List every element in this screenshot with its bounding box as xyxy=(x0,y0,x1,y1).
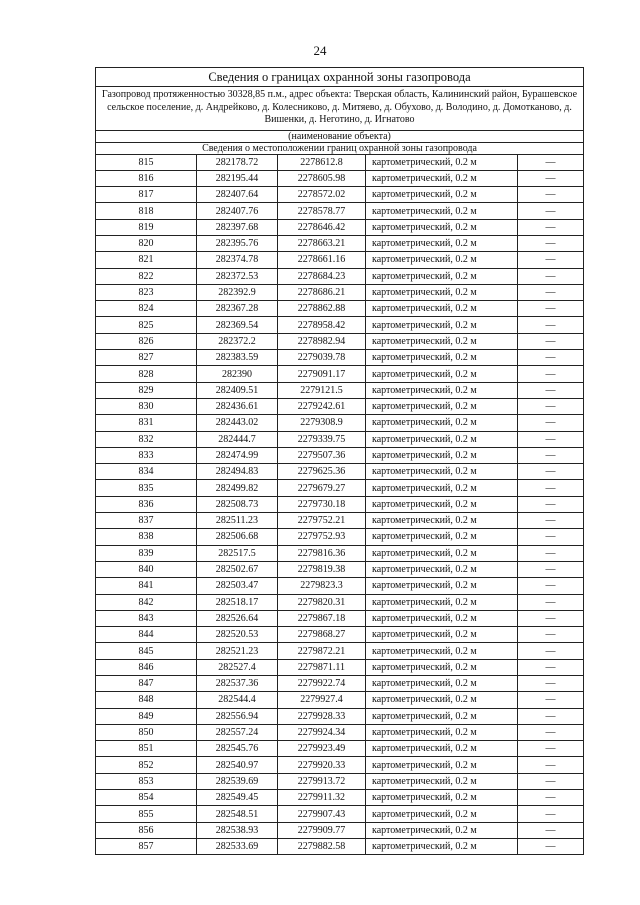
x-coordinate-cell: 282390 xyxy=(197,366,278,382)
table-row xyxy=(96,170,583,186)
table-row xyxy=(96,545,583,561)
y-coordinate-cell: 2279924.34 xyxy=(278,724,366,740)
table-row xyxy=(96,252,583,268)
table-row xyxy=(96,447,583,463)
x-coordinate-cell: 282374.78 xyxy=(197,252,278,268)
y-coordinate-cell: 2279819.38 xyxy=(278,561,366,577)
point-number-cell: 852 xyxy=(96,757,197,773)
description-cell: — xyxy=(518,529,584,545)
method-cell: картометрический, 0.2 м xyxy=(366,480,518,496)
table-row xyxy=(96,398,583,414)
y-coordinate-cell: 2278572.02 xyxy=(278,187,366,203)
method-cell: картометрический, 0.2 м xyxy=(366,643,518,659)
table-row xyxy=(96,382,583,398)
table-row xyxy=(96,431,583,447)
table-row xyxy=(96,643,583,659)
x-coordinate-cell: 282508.73 xyxy=(197,496,278,512)
point-number-cell: 856 xyxy=(96,822,197,838)
x-coordinate-cell: 282520.53 xyxy=(197,627,278,643)
table-row xyxy=(96,284,583,300)
method-cell: картометрический, 0.2 м xyxy=(366,155,518,171)
x-coordinate-cell: 282506.68 xyxy=(197,529,278,545)
description-cell: — xyxy=(518,170,584,186)
x-coordinate-cell: 282383.59 xyxy=(197,350,278,366)
y-coordinate-cell: 2278958.42 xyxy=(278,317,366,333)
x-coordinate-cell: 282436.61 xyxy=(197,398,278,414)
y-coordinate-cell: 2279911.32 xyxy=(278,790,366,806)
point-number-cell: 839 xyxy=(96,545,197,561)
method-cell: картометрический, 0.2 м xyxy=(366,284,518,300)
point-number-cell: 827 xyxy=(96,350,197,366)
method-cell: картометрический, 0.2 м xyxy=(366,676,518,692)
x-coordinate-cell: 282407.76 xyxy=(197,203,278,219)
point-number-cell: 850 xyxy=(96,724,197,740)
method-cell: картометрический, 0.2 м xyxy=(366,773,518,789)
method-cell: картометрический, 0.2 м xyxy=(366,170,518,186)
description-cell: — xyxy=(518,578,584,594)
table-row xyxy=(96,219,583,235)
table-row xyxy=(96,350,583,366)
y-coordinate-cell: 2279816.36 xyxy=(278,545,366,561)
method-cell: картометрический, 0.2 м xyxy=(366,464,518,480)
description-cell: — xyxy=(518,447,584,463)
description-cell: — xyxy=(518,317,584,333)
x-coordinate-cell: 282503.47 xyxy=(197,578,278,594)
coordinates-table xyxy=(96,155,583,855)
method-cell: картометрический, 0.2 м xyxy=(366,724,518,740)
method-cell: картометрический, 0.2 м xyxy=(366,398,518,414)
point-number-cell: 818 xyxy=(96,203,197,219)
x-coordinate-cell: 282392.9 xyxy=(197,284,278,300)
y-coordinate-cell: 2279927.4 xyxy=(278,692,366,708)
table-row xyxy=(96,529,583,545)
point-number-cell: 816 xyxy=(96,170,197,186)
page-number: 24 xyxy=(313,43,327,58)
method-cell: картометрический, 0.2 м xyxy=(366,203,518,219)
point-number-cell: 849 xyxy=(96,708,197,724)
method-cell: картометрический, 0.2 м xyxy=(366,561,518,577)
x-coordinate-cell: 282395.76 xyxy=(197,235,278,251)
point-number-cell: 836 xyxy=(96,496,197,512)
x-coordinate-cell: 282407.64 xyxy=(197,187,278,203)
object-description: Газопровод протяженностью 30328,85 п.м., адрес объекта: Тверская область, Калининский район, Бурашевское сельское поселение, д. Андрейково, д. Колесниково, д. Митяево, д. Обухово, д. Володино, д. Домотканово, д. Вишенки, д. Неготино, д. Игнатово xyxy=(96,87,583,131)
description-cell: — xyxy=(518,773,584,789)
description-cell: — xyxy=(518,757,584,773)
x-coordinate-cell: 282409.51 xyxy=(197,382,278,398)
x-coordinate-cell: 282518.17 xyxy=(197,594,278,610)
table-row xyxy=(96,480,583,496)
method-cell: картометрический, 0.2 м xyxy=(366,333,518,349)
description-cell: — xyxy=(518,350,584,366)
table-row xyxy=(96,757,583,773)
x-coordinate-cell: 282527.4 xyxy=(197,659,278,675)
point-number-cell: 855 xyxy=(96,806,197,822)
description-cell: — xyxy=(518,187,584,203)
method-cell: картометрический, 0.2 м xyxy=(366,741,518,757)
description-cell: — xyxy=(518,219,584,235)
y-coordinate-cell: 2279730.18 xyxy=(278,496,366,512)
y-coordinate-cell: 2279872.21 xyxy=(278,643,366,659)
table-row xyxy=(96,333,583,349)
description-cell: — xyxy=(518,431,584,447)
x-coordinate-cell: 282178.72 xyxy=(197,155,278,171)
y-coordinate-cell: 2279091.17 xyxy=(278,366,366,382)
x-coordinate-cell: 282494.83 xyxy=(197,464,278,480)
method-cell: картометрический, 0.2 м xyxy=(366,496,518,512)
y-coordinate-cell: 2279923.49 xyxy=(278,741,366,757)
point-number-cell: 820 xyxy=(96,235,197,251)
object-caption: (наименование объекта) xyxy=(96,131,583,143)
method-cell: картометрический, 0.2 м xyxy=(366,447,518,463)
y-coordinate-cell: 2279922.74 xyxy=(278,676,366,692)
point-number-cell: 822 xyxy=(96,268,197,284)
point-number-cell: 835 xyxy=(96,480,197,496)
method-cell: картометрический, 0.2 м xyxy=(366,545,518,561)
method-cell: картометрический, 0.2 м xyxy=(366,627,518,643)
point-number-cell: 828 xyxy=(96,366,197,382)
method-cell: картометрический, 0.2 м xyxy=(366,578,518,594)
method-cell: картометрический, 0.2 м xyxy=(366,659,518,675)
x-coordinate-cell: 282443.02 xyxy=(197,415,278,431)
method-cell: картометрический, 0.2 м xyxy=(366,692,518,708)
description-cell: — xyxy=(518,398,584,414)
point-number-cell: 840 xyxy=(96,561,197,577)
y-coordinate-cell: 2279625.36 xyxy=(278,464,366,480)
y-coordinate-cell: 2279909.77 xyxy=(278,822,366,838)
x-coordinate-cell: 282372.2 xyxy=(197,333,278,349)
point-number-cell: 833 xyxy=(96,447,197,463)
point-number-cell: 845 xyxy=(96,643,197,659)
table-row xyxy=(96,464,583,480)
y-coordinate-cell: 2279928.33 xyxy=(278,708,366,724)
point-number-cell: 830 xyxy=(96,398,197,414)
point-number-cell: 847 xyxy=(96,676,197,692)
y-coordinate-cell: 2279339.75 xyxy=(278,431,366,447)
method-cell: картометрический, 0.2 м xyxy=(366,317,518,333)
y-coordinate-cell: 2279308.9 xyxy=(278,415,366,431)
y-coordinate-cell: 2279679.27 xyxy=(278,480,366,496)
table-row xyxy=(96,659,583,675)
point-number-cell: 844 xyxy=(96,627,197,643)
method-cell: картометрический, 0.2 м xyxy=(366,382,518,398)
description-cell: — xyxy=(518,822,584,838)
table-row xyxy=(96,203,583,219)
point-number-cell: 834 xyxy=(96,464,197,480)
method-cell: картометрический, 0.2 м xyxy=(366,610,518,626)
table-row xyxy=(96,415,583,431)
y-coordinate-cell: 2279242.61 xyxy=(278,398,366,414)
x-coordinate-cell: 282548.51 xyxy=(197,806,278,822)
point-number-cell: 825 xyxy=(96,317,197,333)
method-cell: картометрический, 0.2 м xyxy=(366,822,518,838)
y-coordinate-cell: 2279868.27 xyxy=(278,627,366,643)
description-cell: — xyxy=(518,496,584,512)
point-number-cell: 823 xyxy=(96,284,197,300)
description-cell: — xyxy=(518,284,584,300)
table-row xyxy=(96,724,583,740)
description-cell: — xyxy=(518,252,584,268)
y-coordinate-cell: 2279752.93 xyxy=(278,529,366,545)
y-coordinate-cell: 2279907.43 xyxy=(278,806,366,822)
method-cell: картометрический, 0.2 м xyxy=(366,350,518,366)
point-number-cell: 815 xyxy=(96,155,197,171)
table-row xyxy=(96,594,583,610)
point-number-cell: 817 xyxy=(96,187,197,203)
y-coordinate-cell: 2279867.18 xyxy=(278,610,366,626)
table-row xyxy=(96,187,583,203)
table-row xyxy=(96,317,583,333)
y-coordinate-cell: 2279507.36 xyxy=(278,447,366,463)
y-coordinate-cell: 2279820.31 xyxy=(278,594,366,610)
point-number-cell: 841 xyxy=(96,578,197,594)
x-coordinate-cell: 282195.44 xyxy=(197,170,278,186)
table-row xyxy=(96,301,583,317)
y-coordinate-cell: 2278684.23 xyxy=(278,268,366,284)
description-cell: — xyxy=(518,561,584,577)
y-coordinate-cell: 2279913.72 xyxy=(278,773,366,789)
point-number-cell: 824 xyxy=(96,301,197,317)
description-cell: — xyxy=(518,415,584,431)
point-number-cell: 842 xyxy=(96,594,197,610)
x-coordinate-cell: 282526.64 xyxy=(197,610,278,626)
point-number-cell: 851 xyxy=(96,741,197,757)
table-row xyxy=(96,822,583,838)
y-coordinate-cell: 2279121.5 xyxy=(278,382,366,398)
description-cell: — xyxy=(518,741,584,757)
coordinates-table-body xyxy=(96,155,583,855)
y-coordinate-cell: 2279039.78 xyxy=(278,350,366,366)
table-row xyxy=(96,838,583,854)
description-cell: — xyxy=(518,790,584,806)
method-cell: картометрический, 0.2 м xyxy=(366,594,518,610)
y-coordinate-cell: 2278982.94 xyxy=(278,333,366,349)
x-coordinate-cell: 282556.94 xyxy=(197,708,278,724)
table-row xyxy=(96,708,583,724)
x-coordinate-cell: 282511.23 xyxy=(197,513,278,529)
description-cell: — xyxy=(518,692,584,708)
point-number-cell: 829 xyxy=(96,382,197,398)
description-cell: — xyxy=(518,235,584,251)
point-number-cell: 821 xyxy=(96,252,197,268)
x-coordinate-cell: 282367.28 xyxy=(197,301,278,317)
table-row xyxy=(96,692,583,708)
point-number-cell: 846 xyxy=(96,659,197,675)
table-row xyxy=(96,578,583,594)
method-cell: картометрический, 0.2 м xyxy=(366,187,518,203)
x-coordinate-cell: 282499.82 xyxy=(197,480,278,496)
description-cell: — xyxy=(518,676,584,692)
method-cell: картометрический, 0.2 м xyxy=(366,757,518,773)
description-cell: — xyxy=(518,480,584,496)
x-coordinate-cell: 282372.53 xyxy=(197,268,278,284)
x-coordinate-cell: 282544.4 xyxy=(197,692,278,708)
point-number-cell: 854 xyxy=(96,790,197,806)
y-coordinate-cell: 2279871.11 xyxy=(278,659,366,675)
y-coordinate-cell: 2278661.16 xyxy=(278,252,366,268)
method-cell: картометрический, 0.2 м xyxy=(366,806,518,822)
description-cell: — xyxy=(518,806,584,822)
y-coordinate-cell: 2278646.42 xyxy=(278,219,366,235)
x-coordinate-cell: 282397.68 xyxy=(197,219,278,235)
x-coordinate-cell: 282533.69 xyxy=(197,838,278,854)
table-row xyxy=(96,561,583,577)
description-cell: — xyxy=(518,382,584,398)
point-number-cell: 819 xyxy=(96,219,197,235)
x-coordinate-cell: 282557.24 xyxy=(197,724,278,740)
boundary-sheet xyxy=(95,67,584,855)
x-coordinate-cell: 282502.67 xyxy=(197,561,278,577)
method-cell: картометрический, 0.2 м xyxy=(366,431,518,447)
table-row xyxy=(96,366,583,382)
x-coordinate-cell: 282540.97 xyxy=(197,757,278,773)
table-row xyxy=(96,676,583,692)
method-cell: картометрический, 0.2 м xyxy=(366,366,518,382)
method-cell: картометрический, 0.2 м xyxy=(366,301,518,317)
point-number-cell: 832 xyxy=(96,431,197,447)
description-cell: — xyxy=(518,545,584,561)
method-cell: картометрический, 0.2 м xyxy=(366,252,518,268)
table-row xyxy=(96,155,583,171)
point-number-cell: 837 xyxy=(96,513,197,529)
description-cell: — xyxy=(518,366,584,382)
table-row xyxy=(96,496,583,512)
y-coordinate-cell: 2278612.8 xyxy=(278,155,366,171)
table-row xyxy=(96,268,583,284)
description-cell: — xyxy=(518,627,584,643)
point-number-cell: 848 xyxy=(96,692,197,708)
point-number-cell: 831 xyxy=(96,415,197,431)
x-coordinate-cell: 282474.99 xyxy=(197,447,278,463)
x-coordinate-cell: 282369.54 xyxy=(197,317,278,333)
description-cell: — xyxy=(518,643,584,659)
x-coordinate-cell: 282517.5 xyxy=(197,545,278,561)
location-caption: Сведения о местоположении границ охранной зоны газопровода xyxy=(96,143,583,155)
point-number-cell: 857 xyxy=(96,838,197,854)
x-coordinate-cell: 282545.76 xyxy=(197,741,278,757)
method-cell: картометрический, 0.2 м xyxy=(366,235,518,251)
table-row xyxy=(96,627,583,643)
x-coordinate-cell: 282537.36 xyxy=(197,676,278,692)
document-title: Сведения о границах охранной зоны газопровода xyxy=(96,68,583,87)
y-coordinate-cell: 2278578.77 xyxy=(278,203,366,219)
y-coordinate-cell: 2278663.21 xyxy=(278,235,366,251)
y-coordinate-cell: 2279823.3 xyxy=(278,578,366,594)
x-coordinate-cell: 282539.69 xyxy=(197,773,278,789)
y-coordinate-cell: 2278605.98 xyxy=(278,170,366,186)
description-cell: — xyxy=(518,268,584,284)
method-cell: картометрический, 0.2 м xyxy=(366,529,518,545)
table-row xyxy=(96,513,583,529)
point-number-cell: 838 xyxy=(96,529,197,545)
description-cell: — xyxy=(518,464,584,480)
x-coordinate-cell: 282444.7 xyxy=(197,431,278,447)
x-coordinate-cell: 282549.45 xyxy=(197,790,278,806)
table-row xyxy=(96,806,583,822)
method-cell: картометрический, 0.2 м xyxy=(366,708,518,724)
y-coordinate-cell: 2278686.21 xyxy=(278,284,366,300)
description-cell: — xyxy=(518,594,584,610)
point-number-cell: 853 xyxy=(96,773,197,789)
point-number-cell: 826 xyxy=(96,333,197,349)
description-cell: — xyxy=(518,333,584,349)
description-cell: — xyxy=(518,301,584,317)
method-cell: картометрический, 0.2 м xyxy=(366,268,518,284)
table-row xyxy=(96,773,583,789)
description-cell: — xyxy=(518,610,584,626)
x-coordinate-cell: 282538.93 xyxy=(197,822,278,838)
table-row xyxy=(96,790,583,806)
x-coordinate-cell: 282521.23 xyxy=(197,643,278,659)
description-cell: — xyxy=(518,724,584,740)
method-cell: картометрический, 0.2 м xyxy=(366,790,518,806)
method-cell: картометрический, 0.2 м xyxy=(366,219,518,235)
description-cell: — xyxy=(518,708,584,724)
description-cell: — xyxy=(518,838,584,854)
method-cell: картометрический, 0.2 м xyxy=(366,415,518,431)
y-coordinate-cell: 2278862.88 xyxy=(278,301,366,317)
y-coordinate-cell: 2279920.33 xyxy=(278,757,366,773)
table-row xyxy=(96,610,583,626)
description-cell: — xyxy=(518,513,584,529)
table-row xyxy=(96,741,583,757)
method-cell: картометрический, 0.2 м xyxy=(366,513,518,529)
description-cell: — xyxy=(518,203,584,219)
description-cell: — xyxy=(518,155,584,171)
description-cell: — xyxy=(518,659,584,675)
y-coordinate-cell: 2279882.58 xyxy=(278,838,366,854)
table-row xyxy=(96,235,583,251)
point-number-cell: 843 xyxy=(96,610,197,626)
y-coordinate-cell: 2279752.21 xyxy=(278,513,366,529)
method-cell: картометрический, 0.2 м xyxy=(366,838,518,854)
